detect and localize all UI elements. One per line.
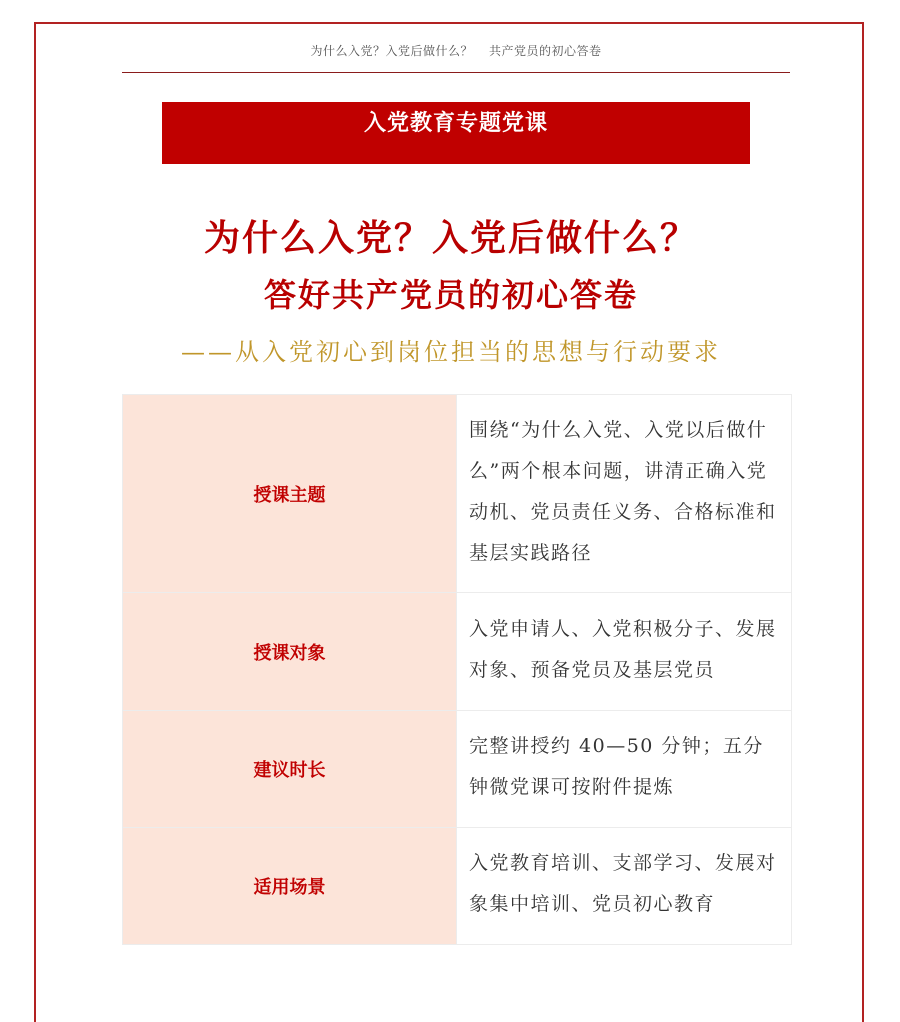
table-row bbox=[123, 711, 792, 828]
main-title-line1: 为什么入党？入党后做什么？ bbox=[203, 218, 698, 259]
course-banner: 入党教育专题党课 bbox=[162, 102, 750, 164]
table-row bbox=[123, 395, 792, 593]
row-label: 授课对象 bbox=[123, 593, 457, 711]
running-header-part2: 共产党员的初心答卷 bbox=[489, 44, 602, 58]
row-value: 入党教育培训、支部学习、发展对象集中培训、党员初心教育 bbox=[457, 828, 792, 945]
row-value: 围绕“为什么入党、入党以后做什么”两个根本问题，讲清正确入党动机、党员责任义务、合格标准和基层实践路径 bbox=[457, 395, 792, 593]
table-row bbox=[123, 828, 792, 945]
running-header bbox=[122, 42, 790, 59]
row-label: 适用场景 bbox=[123, 828, 457, 945]
document-page bbox=[34, 22, 864, 1022]
row-label: 建议时长 bbox=[123, 711, 457, 828]
table-row bbox=[123, 593, 792, 711]
main-title-line2: 答好共产党员的初心答卷 bbox=[263, 276, 638, 314]
course-info-table bbox=[122, 394, 792, 945]
subtitle: ——从入党初心到岗位担当的思想与行动要求 bbox=[181, 338, 721, 366]
row-value: 完整讲授约 40—50 分钟；五分钟微党课可按附件提炼 bbox=[457, 711, 792, 828]
running-header-part1: 为什么入党？入党后做什么？ bbox=[310, 44, 473, 58]
row-value: 入党申请人、入党积极分子、发展对象、预备党员及基层党员 bbox=[457, 593, 792, 711]
row-label: 授课主题 bbox=[123, 395, 457, 593]
header-divider bbox=[122, 72, 790, 73]
